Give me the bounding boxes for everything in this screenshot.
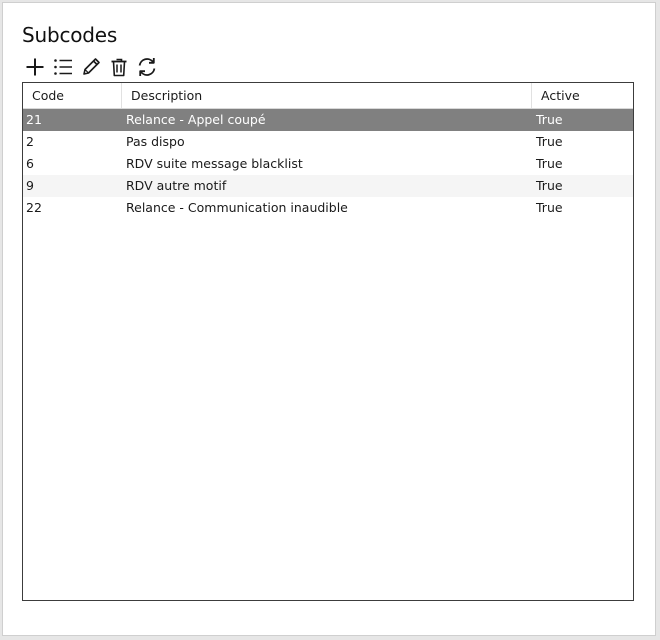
- column-header-active[interactable]: Active: [541, 88, 580, 103]
- delete-icon: [108, 56, 130, 78]
- cell-code: 6: [26, 156, 34, 171]
- edit-button[interactable]: [79, 55, 103, 79]
- cell-code: 21: [26, 112, 42, 127]
- cell-active: True: [536, 156, 563, 171]
- cell-code: 22: [26, 200, 42, 215]
- refresh-button[interactable]: [135, 55, 159, 79]
- add-button[interactable]: [23, 55, 47, 79]
- table-row[interactable]: [23, 109, 633, 131]
- refresh-icon: [136, 56, 158, 78]
- cell-active: True: [536, 200, 563, 215]
- table-row[interactable]: [23, 197, 633, 219]
- subcodes-grid[interactable]: [22, 82, 634, 601]
- grid-header: [23, 83, 633, 109]
- column-header-code[interactable]: Code: [23, 83, 122, 108]
- cell-description: Pas dispo: [126, 134, 185, 149]
- add-icon: [24, 56, 46, 78]
- list-icon: [52, 56, 74, 78]
- table-row[interactable]: [23, 131, 633, 153]
- cell-active: True: [536, 134, 563, 149]
- cell-code: 9: [26, 178, 34, 193]
- cell-description: RDV suite message blacklist: [126, 156, 303, 171]
- cell-active: True: [536, 178, 563, 193]
- toolbar: [23, 54, 159, 80]
- page-title: Subcodes: [22, 23, 118, 47]
- cell-description: Relance - Appel coupé: [126, 112, 266, 127]
- subcodes-panel: [2, 2, 656, 636]
- delete-button[interactable]: [107, 55, 131, 79]
- cell-description: Relance - Communication inaudible: [126, 200, 348, 215]
- edit-icon: [80, 56, 102, 78]
- table-row[interactable]: [23, 153, 633, 175]
- cell-code: 2: [26, 134, 34, 149]
- cell-description: RDV autre motif: [126, 178, 227, 193]
- table-row[interactable]: [23, 175, 633, 197]
- list-button[interactable]: [51, 55, 75, 79]
- cell-active: True: [536, 112, 563, 127]
- column-header-description[interactable]: Description: [122, 83, 532, 108]
